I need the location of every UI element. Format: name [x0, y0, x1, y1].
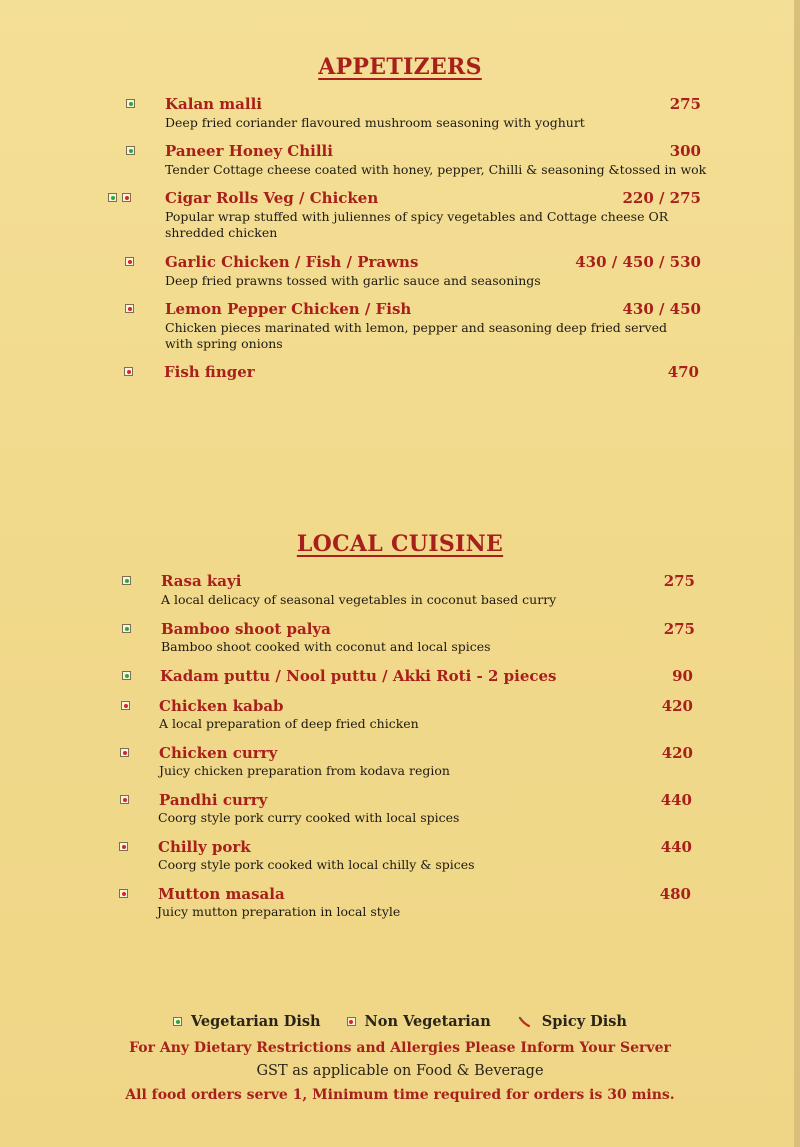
- item-description: Deep fried coriander flavoured mushroom seasoning with yoghurt: [165, 115, 585, 130]
- item-description: Tender Cottage cheese coated with honey, pepper, Chilli & seasoning &tossed in wok: [165, 162, 707, 177]
- item-price: 440: [660, 791, 692, 809]
- orders-note: All food orders serve 1, Minimum time required for orders is 30 mins.: [125, 1087, 675, 1103]
- legend: [0, 1013, 800, 1030]
- item-description: A local delicacy of seasonal vegetables in coconut based curry: [161, 592, 557, 607]
- nonveg-marker-icon: [120, 795, 129, 804]
- item-description: Juicy chicken preparation from kodava region: [159, 763, 450, 778]
- item-name: Bamboo shoot palya: [161, 620, 331, 638]
- item-description: Popular wrap stuffed with juliennes of spicy vegetables and Cottage cheese OR shredded chicken: [165, 209, 669, 240]
- item-price: 430 / 450 / 530: [575, 253, 701, 271]
- item-name: Chicken curry: [159, 744, 278, 762]
- item-price: 275: [663, 572, 695, 590]
- veg-marker-icon: [173, 1017, 182, 1026]
- item-description: Chicken pieces marinated with lemon, pepper and seasoning deep fried served with spring onions: [165, 320, 667, 351]
- legend-nonveg-label: Non Vegetarian: [364, 1013, 491, 1030]
- item-price: 300: [669, 142, 701, 160]
- nonveg-marker-icon: [347, 1017, 356, 1026]
- item-price: 90: [672, 667, 693, 685]
- nonveg-marker-icon: [121, 701, 130, 710]
- item-description: Bamboo shoot cooked with coconut and local spices: [161, 639, 491, 654]
- item-price: 470: [667, 363, 699, 381]
- item-name: Rasa kayi: [161, 572, 242, 590]
- item-description: Juicy mutton preparation in local style: [157, 904, 401, 919]
- item-name: Kalan malli: [165, 95, 262, 113]
- item-name: Lemon Pepper Chicken / Fish: [165, 300, 412, 318]
- item-description: Coorg style pork curry cooked with local spices: [158, 810, 460, 825]
- veg-marker-icon: [126, 99, 135, 108]
- item-name: Fish finger: [164, 363, 255, 381]
- item-price: 480: [659, 885, 691, 903]
- legend-spicy-label: Spicy Dish: [541, 1013, 627, 1030]
- chilli-icon: [517, 1014, 533, 1030]
- item-price: 440: [660, 838, 692, 856]
- veg-marker-icon: [122, 576, 131, 585]
- appetizers-title: APPETIZERS: [318, 54, 482, 80]
- dietary-note: For Any Dietary Restrictions and Allergies Please Inform Your Server: [129, 1040, 671, 1056]
- item-name: Pandhi curry: [159, 791, 268, 809]
- gst-note: GST as applicable on Food & Beverage: [256, 1063, 544, 1079]
- item-price: 275: [669, 95, 701, 113]
- nonveg-marker-icon: [120, 748, 129, 757]
- item-name: Kadam puttu / Nool puttu / Akki Roti - 2 pieces: [160, 667, 557, 685]
- item-description: Deep fried prawns tossed with garlic sauce and seasonings: [165, 273, 541, 288]
- item-description: A local preparation of deep fried chicken: [159, 716, 419, 731]
- nonveg-marker-icon: [119, 842, 128, 851]
- veg-marker-icon: [122, 624, 131, 633]
- item-name: Cigar Rolls Veg / Chicken: [165, 189, 379, 207]
- legend-spicy: [517, 1013, 627, 1030]
- veg-marker-icon: [126, 146, 135, 155]
- item-price: 220 / 275: [622, 189, 701, 207]
- item-name: Chilly pork: [158, 838, 251, 856]
- nonveg-marker-icon: [122, 193, 131, 202]
- nonveg-marker-icon: [125, 257, 134, 266]
- legend-veg-label: Vegetarian Dish: [191, 1013, 321, 1030]
- veg-marker-icon: [108, 193, 117, 202]
- veg-marker-icon: [122, 671, 131, 680]
- legend-veg: [173, 1013, 321, 1030]
- item-name: Garlic Chicken / Fish / Prawns: [165, 253, 419, 271]
- item-name: Paneer Honey Chilli: [165, 142, 333, 160]
- item-price: 420: [661, 697, 693, 715]
- nonveg-marker-icon: [119, 889, 128, 898]
- item-description: Coorg style pork cooked with local chilly & spices: [158, 857, 475, 872]
- item-price: 430 / 450: [622, 300, 701, 318]
- item-name: Mutton masala: [158, 885, 285, 903]
- legend-nonveg: [347, 1013, 491, 1030]
- local-cuisine-title: LOCAL CUISINE: [296, 531, 504, 557]
- item-price: 420: [661, 744, 693, 762]
- item-price: 275: [663, 620, 695, 638]
- item-name: Chicken kabab: [159, 697, 284, 715]
- nonveg-marker-icon: [124, 367, 133, 376]
- nonveg-marker-icon: [125, 304, 134, 313]
